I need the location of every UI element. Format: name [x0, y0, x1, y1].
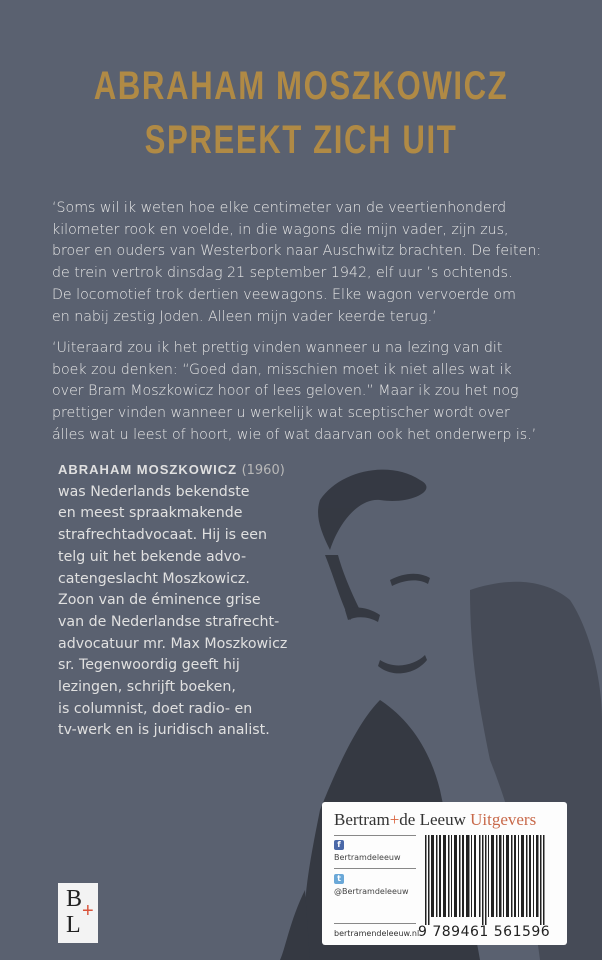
isbn-number: 9 789461 561596 [418, 924, 551, 940]
quote-line: over Bram Moszkowicz hoor of lees geloven.” Maar ik zou het nog [52, 383, 519, 400]
title-line-2: SPREEKT ZICH UIT [144, 118, 458, 162]
title-line-1: ABRAHAM MOSZKOWICZ [93, 64, 509, 108]
twitter-link[interactable]: t @Bertramdeleeuw [334, 874, 409, 896]
quote-line: De locomotief trok dertien veewagons. Elke wagon vervoerde om [52, 286, 516, 303]
quote-2 [52, 338, 572, 447]
facebook-icon: f [334, 840, 344, 850]
bio-line: telg uit het bekende advo- [58, 548, 247, 565]
divider [334, 868, 416, 869]
author-birth-year: (1960) [241, 463, 285, 478]
bio-line: Zoon van de éminence grise [58, 592, 261, 609]
quote-line: broer en ouders van Westerbork naar Auschwitz brachten. De feiten: [52, 243, 542, 260]
quote-line: kilometer rook en voelde, in die wagons die mijn vader, zijn zus, [52, 221, 509, 238]
barcode [425, 835, 547, 925]
bio-line: en meest spraakmakende [58, 505, 243, 522]
divider [334, 835, 416, 836]
publisher-logo: B L + [58, 883, 98, 943]
website-link[interactable]: bertramendeleeuw.nl [334, 929, 420, 938]
quote-line: ‘Uiteraard zou ik het prettig vinden wanneer u na lezing van dit [52, 340, 503, 356]
author-name: ABRAHAM MOSZKOWICZ [58, 462, 238, 477]
bio-line: strafrechtadvocaat. Hij is een [58, 527, 267, 544]
author-bio [58, 459, 318, 742]
bio-line: sr. Tegenwoordig geeft hij [58, 657, 240, 674]
quote-line: boek zou denken: “Goed dan, misschien moet ik niet alles wat ik [52, 361, 512, 378]
plus-icon: + [82, 900, 94, 922]
bio-line: was Nederlands bekendste [58, 483, 250, 500]
twitter-icon: t [334, 874, 344, 884]
publisher-name: Bertram+de Leeuw Uitgevers [334, 810, 537, 829]
quote-line: prettiger vinden wanneer u werkelijk wat sceptischer wordt over [52, 405, 510, 422]
bio-line: advocatuur mr. Max Moszkowicz [58, 635, 288, 652]
publisher-label [322, 802, 567, 945]
bio-line: tv-werk en is juridisch analist. [58, 722, 270, 739]
bio-line: catengeslacht Moszkowicz. [58, 570, 250, 587]
bio-line: lezingen, schrijft boeken, [58, 679, 236, 696]
quote-line: en nabij zestig Joden. Alleen mijn vader keerde terug.’ [52, 308, 437, 325]
quote-1 [52, 198, 572, 328]
facebook-link[interactable]: f Bertramdeleeuw [334, 840, 401, 862]
bio-line: van de Nederlandse strafrecht- [58, 613, 280, 630]
bio-line: is columnist, doet radio- en [58, 700, 253, 717]
quote-line: ‘Soms wil ik weten hoe elke centimeter van de veertienhonderd [52, 200, 507, 216]
divider [334, 923, 416, 924]
quote-line: de trein vertrok dinsdag 21 september 1942, elf uur ’s ochtends. [52, 265, 513, 282]
quote-line: álles wat u leest of hoort, wie of wat daarvan ook het onderwerp is.’ [52, 426, 537, 443]
